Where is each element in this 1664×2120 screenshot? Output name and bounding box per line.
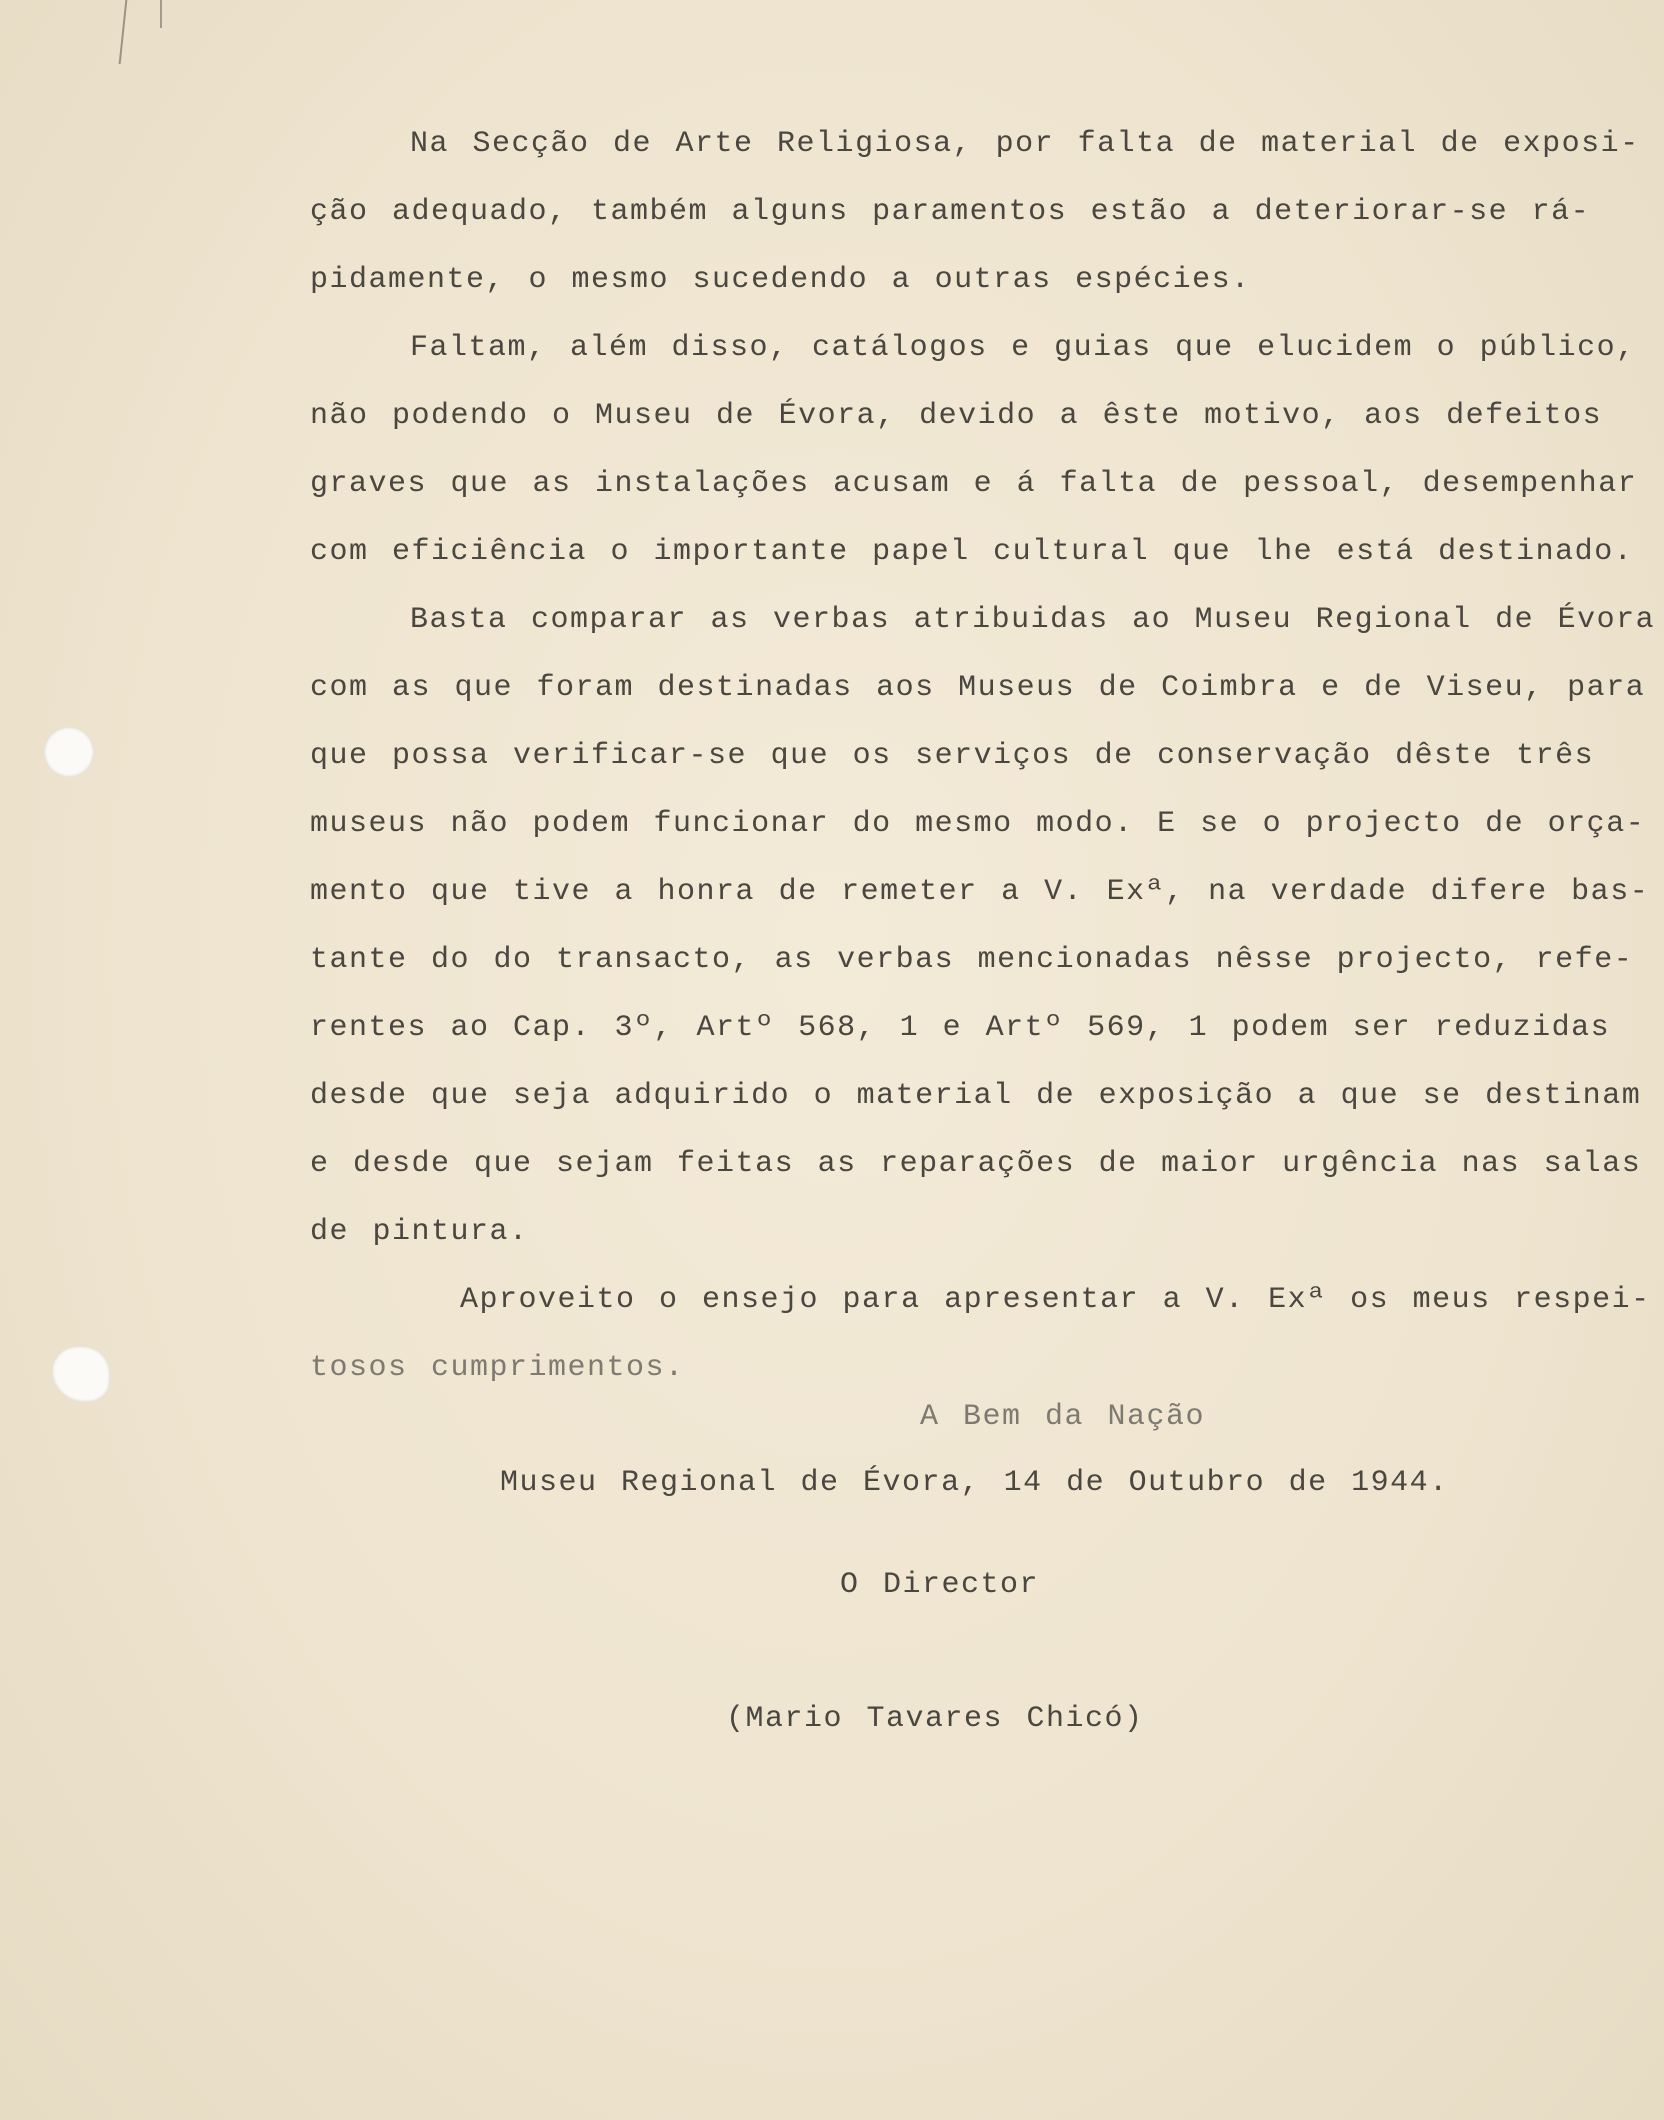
paragraph-2-line-1: Faltam, além disso, catálogos e guias que elucidem o público, [410,331,1636,365]
punch-hole-top [44,727,94,777]
paragraph-3-line-5: mento que tive a honra de remeter a V. Exª, na verdade difere bas- [310,875,1650,909]
corner-pencil-mark-small [160,0,162,28]
signatory-title: O Director [840,1568,1040,1602]
paragraph-2-line-2: não podendo o Museu de Évora, devido a êste motivo, aos defeitos [310,399,1603,433]
signatory-name: (Mario Tavares Chicó) [726,1702,1144,1736]
place-and-date: Museu Regional de Évora, 14 de Outubro de 1944. [500,1466,1449,1500]
paragraph-3-line-10: de pintura. [310,1215,529,1249]
paragraph-1-line-2: ção adequado, também alguns paramentos estão a deteriorar-se rá- [310,195,1591,229]
paragraph-4-line-1: Aproveito o ensejo para apresentar a V. Exª os meus respei- [460,1283,1651,1317]
paragraph-3-line-2: com as que foram destinadas aos Museus de Coimbra e de Viseu, para [310,671,1646,705]
paragraph-4-line-2: tosos cumprimentos. [310,1351,685,1385]
paragraph-3-line-7: rentes ao Cap. 3º, Artº 568, 1 e Artº 569, 1 podem ser reduzidas [310,1011,1611,1045]
paragraph-3-line-3: que possa verificar-se que os serviços de conservação dêste três [310,739,1595,773]
paragraph-3-line-6: tante do do transacto, as verbas mencionadas nêsse projecto, refe- [310,943,1634,977]
paragraph-2-line-3: graves que as instalações acusam e á falta de pessoal, desempenhar [310,467,1638,501]
punch-hole-bottom [52,1346,110,1402]
closing-greeting: A Bem da Nação [920,1400,1206,1434]
paragraph-3-line-1: Basta comparar as verbas atribuidas ao Museu Regional de Évora [410,603,1656,637]
paragraph-3-line-9: e desde que sejam feitas as reparações de maior urgência nas salas [310,1147,1642,1181]
paragraph-1-line-1: Na Secção de Arte Religiosa, por falta de material de exposi- [410,127,1640,161]
paragraph-3-line-4: museus não podem funcionar do mesmo modo. E se o projecto de orça- [310,807,1646,841]
paragraph-2-line-4: com eficiência o importante papel cultural que lhe está destinado. [310,535,1634,569]
paragraph-3-line-8: desde que seja adquirido o material de exposição a que se destinam [310,1079,1642,1113]
letter-body [310,110,1656,1402]
paragraph-1-line-3: pidamente, o mesmo sucedendo a outras espécies. [310,263,1251,297]
corner-pencil-mark [119,0,150,64]
